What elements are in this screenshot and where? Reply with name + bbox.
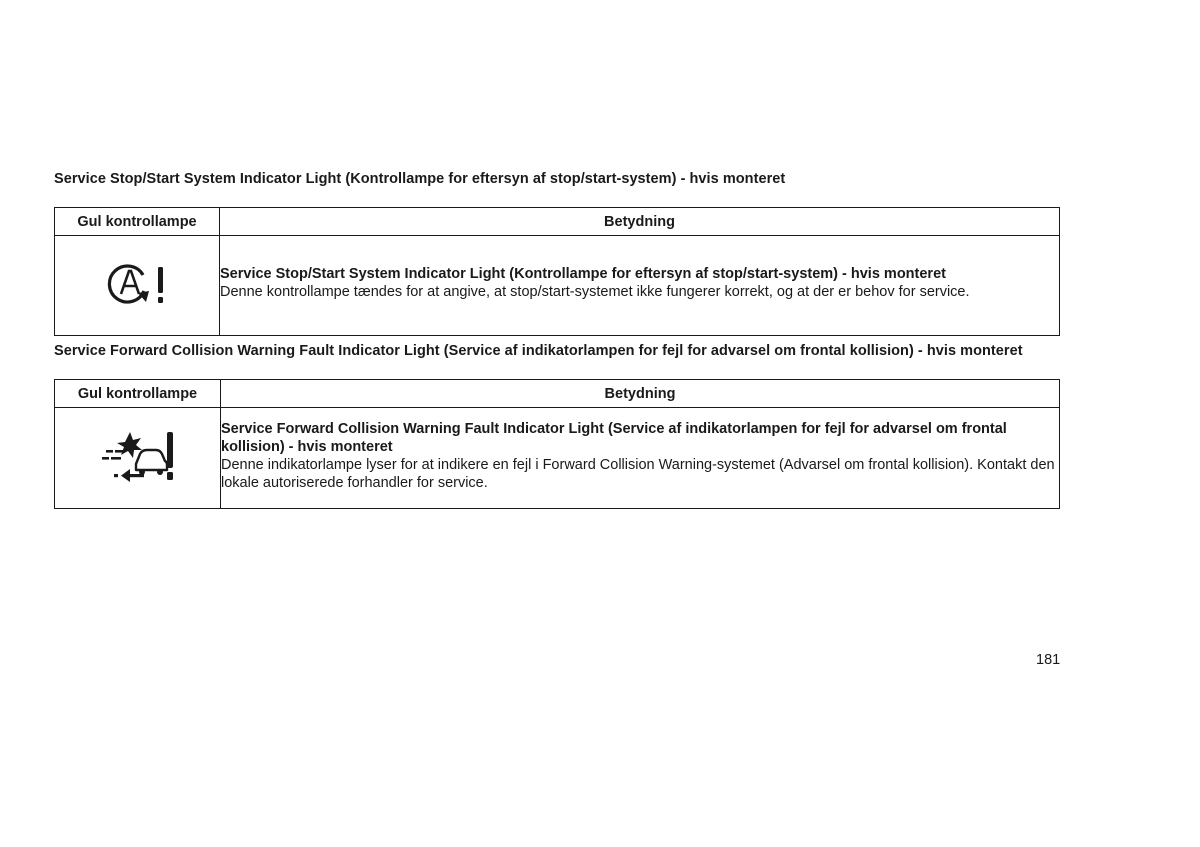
table-row — [55, 236, 1060, 336]
stop-start-indicator-table — [54, 207, 1060, 336]
indicator-title: Service Forward Collision Warning Fault Indicator Light (Service af indikatorlampen for fejl for advarsel om frontal kollision) - hvis monteret — [221, 421, 1007, 455]
table-header-row — [55, 380, 1060, 408]
forward-collision-indicator-table — [54, 379, 1060, 509]
column-header-lamp: Gul kontrollampe — [55, 208, 220, 236]
icon-cell — [55, 408, 221, 509]
icon-cell — [55, 236, 220, 336]
column-header-lamp: Gul kontrollampe — [55, 380, 221, 408]
table-header-row — [55, 208, 1060, 236]
column-header-meaning: Betydning — [220, 208, 1060, 236]
page-number: 181 — [1036, 652, 1061, 668]
table-row — [55, 408, 1060, 509]
stop-start-service-icon — [105, 261, 169, 311]
section-heading-stop-start: Service Stop/Start System Indicator Light (Kontrollampe for eftersyn af stop/start-system) - hvis monteret — [54, 171, 786, 187]
indicator-description: Denne indikatorlampe lyser for at indikere en fejl i Forward Collision Warning-systemet (Advarsel om frontal kollision). Kontakt den lokale autoriserede forhandler for service. — [221, 457, 1055, 491]
column-header-meaning: Betydning — [221, 380, 1060, 408]
description-cell — [220, 236, 1060, 336]
section-heading-forward-collision: Service Forward Collision Warning Fault Indicator Light (Service af indikatorlampen for fejl for advarsel om frontal kollision) - hvis monteret — [54, 343, 1023, 359]
indicator-title: Service Stop/Start System Indicator Light (Kontrollampe for eftersyn af stop/start-system) - hvis monteret — [220, 266, 946, 282]
indicator-description: Denne kontrollampe tændes for at angive, at stop/start-systemet ikke fungerer korrekt, og at der er behov for service. — [220, 284, 970, 300]
description-cell — [221, 408, 1060, 509]
forward-collision-warning-fault-icon — [100, 428, 176, 488]
